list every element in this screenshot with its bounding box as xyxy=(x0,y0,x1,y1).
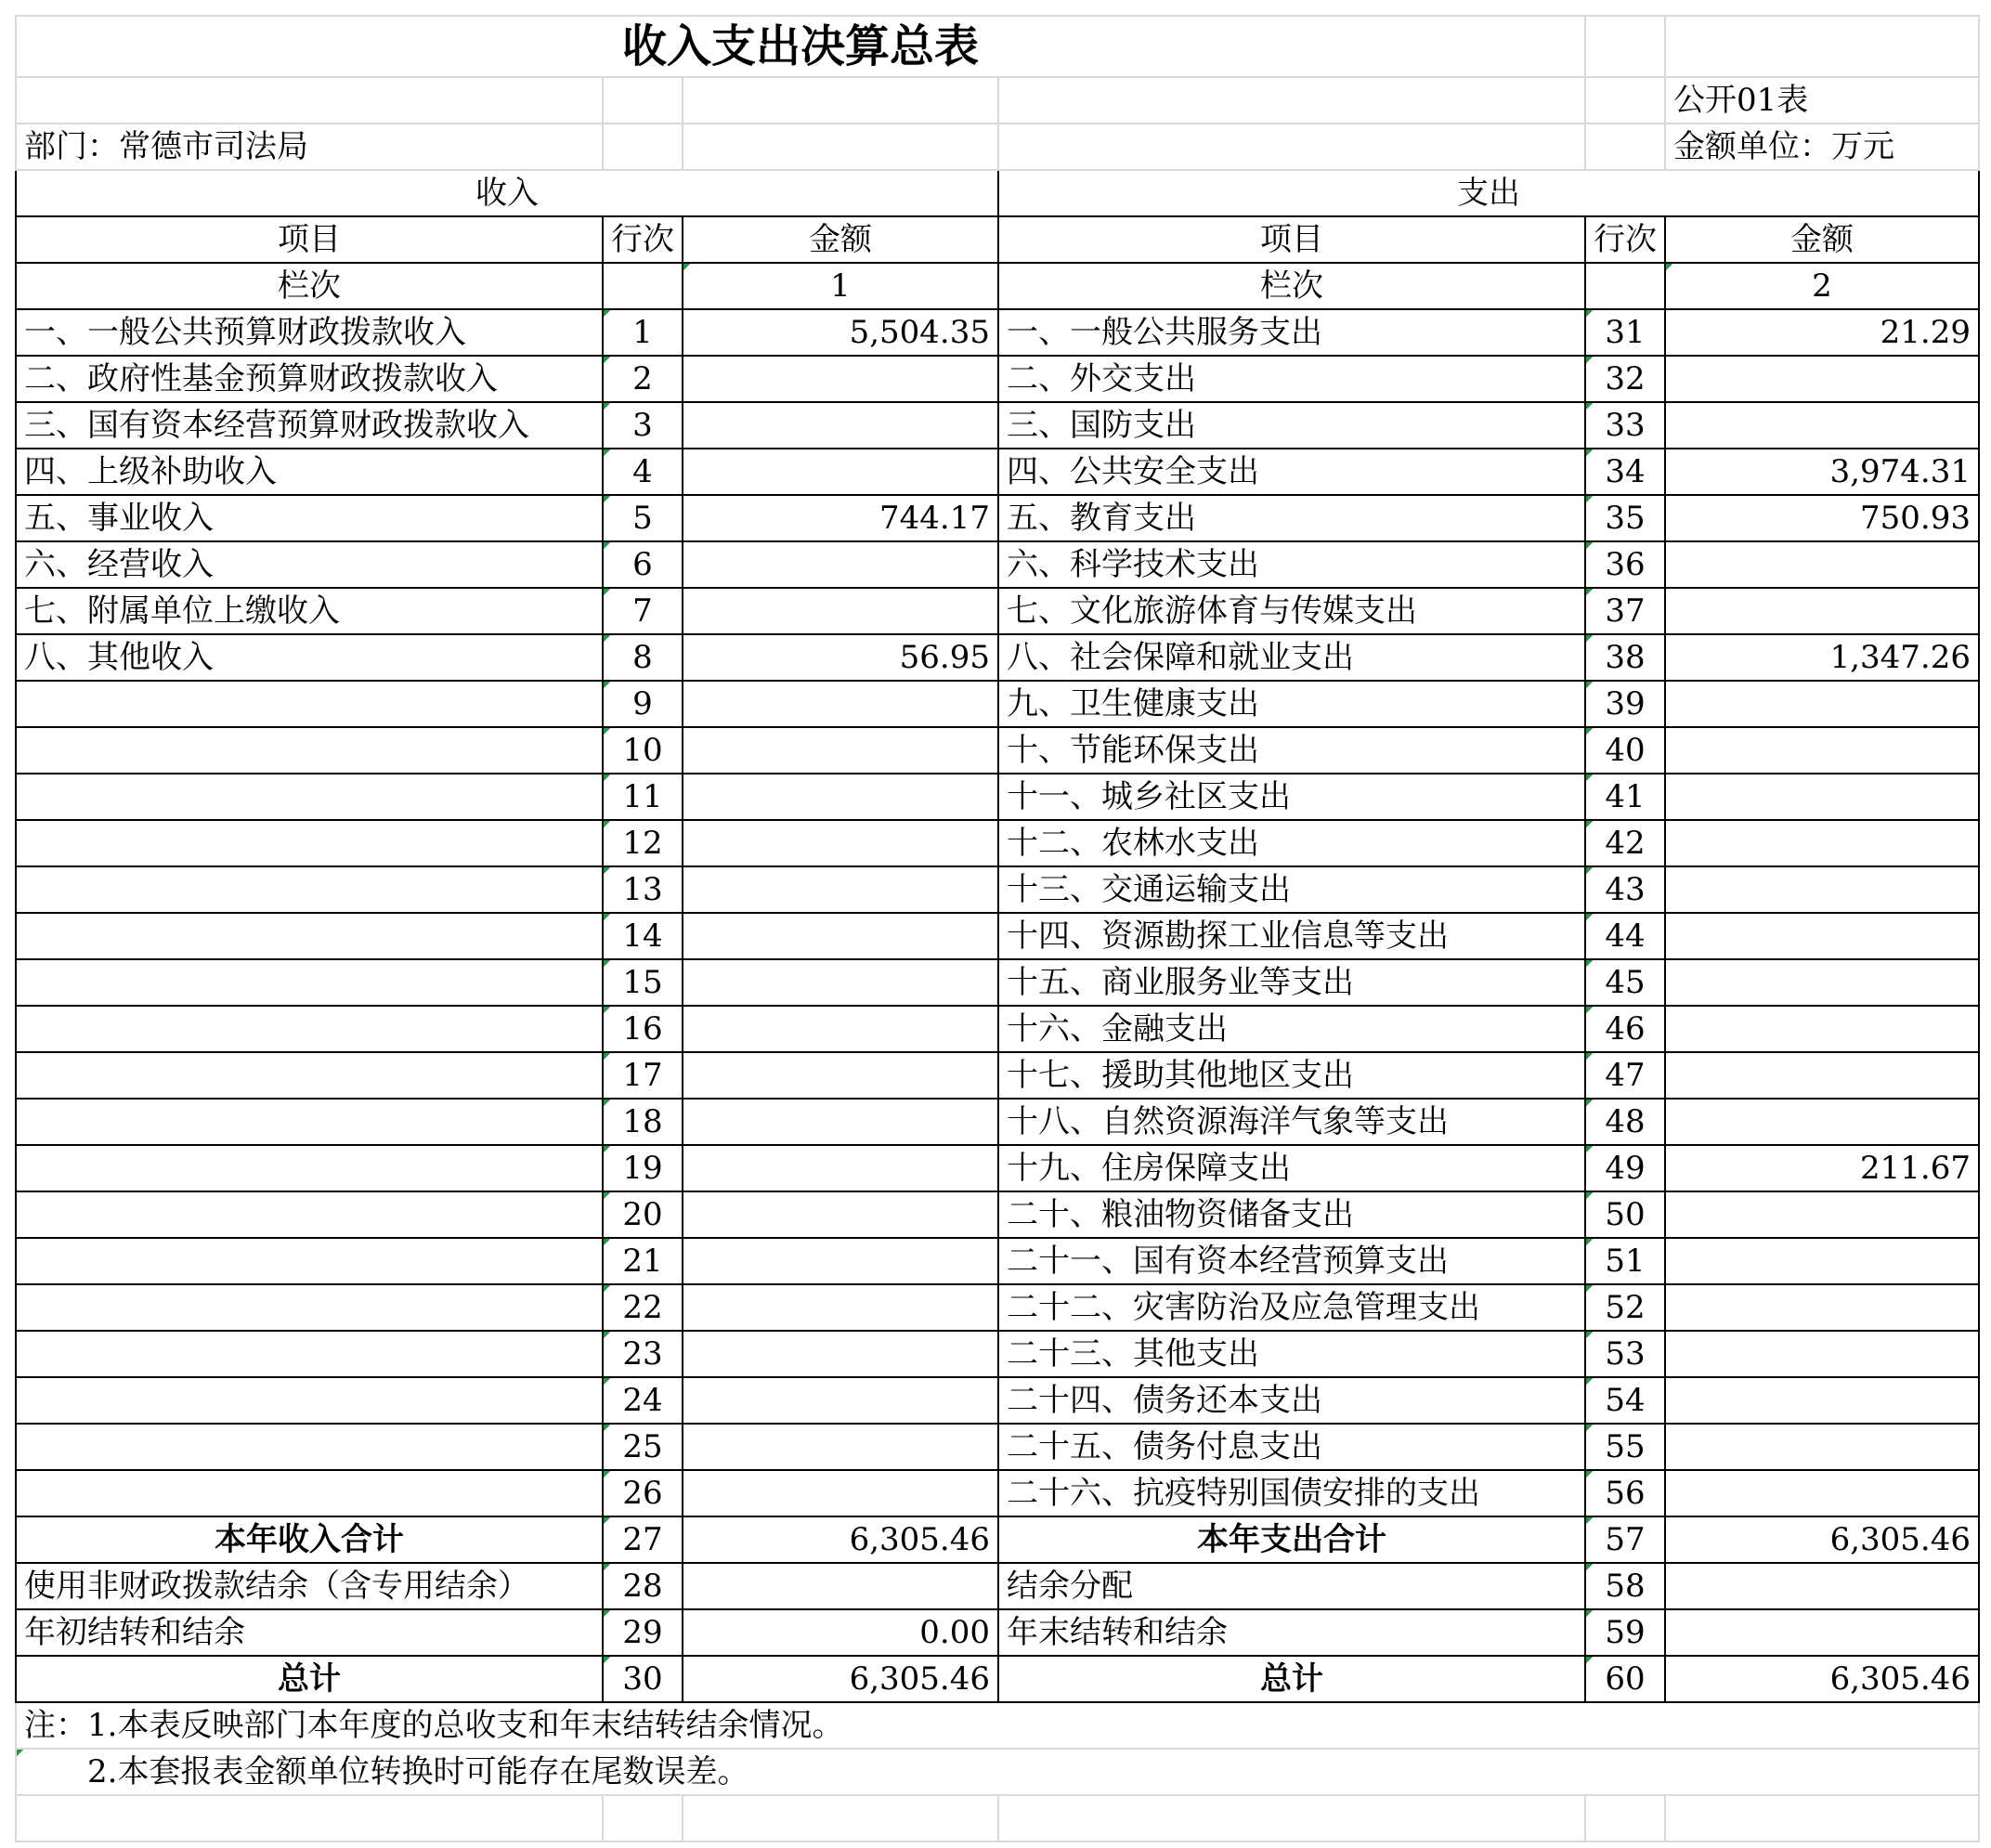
table-row xyxy=(16,495,1979,541)
expense-amount xyxy=(1665,1099,1979,1145)
income-amount: 6,305.46 xyxy=(683,1516,998,1563)
income-item-label xyxy=(16,1006,603,1052)
income-item-label: 六、经营收入 xyxy=(16,541,603,588)
income-row-number: 8 xyxy=(603,634,683,681)
expense-row-number: 46 xyxy=(1585,1006,1665,1052)
income-row-number: 26 xyxy=(603,1470,683,1516)
income-amount xyxy=(683,1424,998,1470)
expense-col-amount: 金额 xyxy=(1665,216,1979,263)
table-row xyxy=(16,1284,1979,1331)
income-item-label xyxy=(16,1238,603,1284)
expense-col-row: 行次 xyxy=(1585,216,1665,263)
income-amount xyxy=(683,959,998,1006)
expense-item-label: 十九、住房保障支出 xyxy=(998,1145,1585,1191)
expense-amount xyxy=(1665,1470,1979,1516)
income-row-number: 10 xyxy=(603,727,683,774)
expense-row-number: 41 xyxy=(1585,774,1665,820)
expense-amount xyxy=(1665,913,1979,959)
expense-amount: 211.67 xyxy=(1665,1145,1979,1191)
expense-total-label: 结余分配 xyxy=(998,1563,1585,1609)
expense-item-label: 二十三、其他支出 xyxy=(998,1331,1585,1377)
income-row-number: 24 xyxy=(603,1377,683,1424)
income-row-number: 28 xyxy=(603,1563,683,1609)
department-label: 部门：常德市司法局 xyxy=(16,124,603,170)
income-amount: 5,504.35 xyxy=(683,309,998,356)
expense-total-label: 年末结转和结余 xyxy=(998,1609,1585,1656)
income-row-number: 21 xyxy=(603,1238,683,1284)
table-row xyxy=(16,1099,1979,1145)
income-amount xyxy=(683,1284,998,1331)
page-title: 收入支出决算总表 xyxy=(16,16,1585,77)
income-item-label xyxy=(16,1099,603,1145)
expense-row-number: 36 xyxy=(1585,541,1665,588)
income-item-label xyxy=(16,1424,603,1470)
income-item-label xyxy=(16,1470,603,1516)
expense-row-number: 34 xyxy=(1585,449,1665,495)
income-row-number: 17 xyxy=(603,1052,683,1099)
income-row-number: 13 xyxy=(603,866,683,913)
table-row xyxy=(16,1006,1979,1052)
expense-amount xyxy=(1665,1331,1979,1377)
income-amount xyxy=(683,1563,998,1609)
income-item-label: 八、其他收入 xyxy=(16,634,603,681)
expense-amount xyxy=(1665,1284,1979,1331)
expense-seq-label: 栏次 xyxy=(998,263,1585,309)
expense-row-number: 48 xyxy=(1585,1099,1665,1145)
income-amount xyxy=(683,1099,998,1145)
income-row-number: 5 xyxy=(603,495,683,541)
expense-amount: 3,974.31 xyxy=(1665,449,1979,495)
income-amount xyxy=(683,1470,998,1516)
expense-item-label: 九、卫生健康支出 xyxy=(998,681,1585,727)
expense-amount xyxy=(1665,866,1979,913)
expense-row-number: 58 xyxy=(1585,1563,1665,1609)
expense-item-label: 四、公共安全支出 xyxy=(998,449,1585,495)
income-amount: 6,305.46 xyxy=(683,1656,998,1702)
expense-row-number: 31 xyxy=(1585,309,1665,356)
income-row-number: 2 xyxy=(603,356,683,402)
table-row xyxy=(16,681,1979,727)
income-row-number: 20 xyxy=(603,1191,683,1238)
table-row xyxy=(16,959,1979,1006)
income-item-label xyxy=(16,959,603,1006)
income-row-number: 18 xyxy=(603,1099,683,1145)
table-row xyxy=(16,402,1979,449)
income-col-amount: 金额 xyxy=(683,216,998,263)
income-amount: 56.95 xyxy=(683,634,998,681)
income-total-label: 年初结转和结余 xyxy=(16,1609,603,1656)
income-amount xyxy=(683,1006,998,1052)
income-item-label xyxy=(16,1377,603,1424)
expense-row-number: 60 xyxy=(1585,1656,1665,1702)
income-amount xyxy=(683,1377,998,1424)
income-row-number: 7 xyxy=(603,588,683,634)
form-number: 公开01表 xyxy=(1665,77,1979,124)
income-row-number: 30 xyxy=(603,1656,683,1702)
income-item-label: 四、上级补助收入 xyxy=(16,449,603,495)
expense-row-number: 33 xyxy=(1585,402,1665,449)
income-row-number: 1 xyxy=(603,309,683,356)
income-row-number: 19 xyxy=(603,1145,683,1191)
income-item-label: 三、国有资本经营预算财政拨款收入 xyxy=(16,402,603,449)
income-amount xyxy=(683,774,998,820)
table-row xyxy=(16,1191,1979,1238)
expense-item-label: 十七、援助其他地区支出 xyxy=(998,1052,1585,1099)
income-amount xyxy=(683,820,998,866)
income-row-number: 27 xyxy=(603,1516,683,1563)
expense-item-label: 二、外交支出 xyxy=(998,356,1585,402)
expense-amount xyxy=(1665,1424,1979,1470)
expense-row-number: 50 xyxy=(1585,1191,1665,1238)
income-header: 收入 xyxy=(16,170,998,216)
income-seq-value: 1 xyxy=(683,263,998,309)
table-row xyxy=(16,1052,1979,1099)
expense-item-label: 二十二、灾害防治及应急管理支出 xyxy=(998,1284,1585,1331)
expense-row-number: 38 xyxy=(1585,634,1665,681)
expense-total-label: 本年支出合计 xyxy=(998,1516,1585,1563)
unit-label: 金额单位：万元 xyxy=(1665,124,1979,170)
footnote: 注：1.本表反映部门本年度的总收支和年末结转结余情况。 xyxy=(16,1702,1979,1749)
expense-item-label: 十一、城乡社区支出 xyxy=(998,774,1585,820)
expense-amount xyxy=(1665,1006,1979,1052)
expense-amount xyxy=(1665,681,1979,727)
expense-item-label: 三、国防支出 xyxy=(998,402,1585,449)
income-item-label xyxy=(16,727,603,774)
income-amount: 744.17 xyxy=(683,495,998,541)
income-item-label xyxy=(16,913,603,959)
income-amount xyxy=(683,1238,998,1284)
income-amount xyxy=(683,727,998,774)
table-row xyxy=(16,866,1979,913)
expense-amount xyxy=(1665,402,1979,449)
income-row-number: 11 xyxy=(603,774,683,820)
income-amount xyxy=(683,1331,998,1377)
income-amount xyxy=(683,866,998,913)
income-item-label: 七、附属单位上缴收入 xyxy=(16,588,603,634)
expense-item-label: 二十一、国有资本经营预算支出 xyxy=(998,1238,1585,1284)
expense-amount xyxy=(1665,727,1979,774)
expense-amount: 21.29 xyxy=(1665,309,1979,356)
table-row xyxy=(16,1331,1979,1377)
expense-row-number: 53 xyxy=(1585,1331,1665,1377)
expense-row-number: 56 xyxy=(1585,1470,1665,1516)
expense-amount xyxy=(1665,588,1979,634)
income-total-label: 总计 xyxy=(16,1656,603,1702)
table-row xyxy=(16,634,1979,681)
income-item-label xyxy=(16,1331,603,1377)
total-row xyxy=(16,1516,1979,1563)
income-item-label xyxy=(16,866,603,913)
expense-row-number: 57 xyxy=(1585,1516,1665,1563)
expense-item-label: 十三、交通运输支出 xyxy=(998,866,1585,913)
income-item-label xyxy=(16,820,603,866)
expense-item-label: 二十四、债务还本支出 xyxy=(998,1377,1585,1424)
income-amount xyxy=(683,588,998,634)
expense-item-label: 八、社会保障和就业支出 xyxy=(998,634,1585,681)
expense-row-number: 42 xyxy=(1585,820,1665,866)
expense-col-item: 项目 xyxy=(998,216,1585,263)
expense-row-number: 44 xyxy=(1585,913,1665,959)
table-row xyxy=(16,1470,1979,1516)
expense-item-label: 十六、金融支出 xyxy=(998,1006,1585,1052)
income-amount xyxy=(683,541,998,588)
expense-item-label: 二十五、债务付息支出 xyxy=(998,1424,1585,1470)
expense-item-label: 十二、农林水支出 xyxy=(998,820,1585,866)
income-amount xyxy=(683,1052,998,1099)
expense-amount xyxy=(1665,1052,1979,1099)
expense-amount: 750.93 xyxy=(1665,495,1979,541)
income-item-label: 五、事业收入 xyxy=(16,495,603,541)
expense-seq-value: 2 xyxy=(1665,263,1979,309)
table-row xyxy=(16,449,1979,495)
spreadsheet xyxy=(15,15,1980,1842)
total-row xyxy=(16,1656,1979,1702)
expense-amount xyxy=(1665,820,1979,866)
table-row xyxy=(16,727,1979,774)
income-row-number: 25 xyxy=(603,1424,683,1470)
table-row xyxy=(16,774,1979,820)
income-item-label xyxy=(16,1052,603,1099)
expense-amount xyxy=(1665,541,1979,588)
expense-row-number: 39 xyxy=(1585,681,1665,727)
expense-row-number: 35 xyxy=(1585,495,1665,541)
expense-row-number: 51 xyxy=(1585,1238,1665,1284)
income-row-number: 16 xyxy=(603,1006,683,1052)
expense-row-number: 59 xyxy=(1585,1609,1665,1656)
income-item-label xyxy=(16,1284,603,1331)
expense-amount: 6,305.46 xyxy=(1665,1656,1979,1702)
expense-item-label: 十四、资源勘探工业信息等支出 xyxy=(998,913,1585,959)
expense-row-number: 32 xyxy=(1585,356,1665,402)
income-total-label: 使用非财政拨款结余（含专用结余） xyxy=(16,1563,603,1609)
table-row xyxy=(16,1377,1979,1424)
income-row-number: 12 xyxy=(603,820,683,866)
expense-amount: 1,347.26 xyxy=(1665,634,1979,681)
expense-row-number: 45 xyxy=(1585,959,1665,1006)
expense-item-label: 二十、粮油物资储备支出 xyxy=(998,1191,1585,1238)
income-amount: 0.00 xyxy=(683,1609,998,1656)
income-item-label xyxy=(16,681,603,727)
income-item-label: 二、政府性基金预算财政拨款收入 xyxy=(16,356,603,402)
expense-row-number: 52 xyxy=(1585,1284,1665,1331)
expense-amount xyxy=(1665,1609,1979,1656)
income-row-number: 3 xyxy=(603,402,683,449)
income-seq-label: 栏次 xyxy=(16,263,603,309)
income-amount xyxy=(683,356,998,402)
income-total-label: 本年收入合计 xyxy=(16,1516,603,1563)
income-col-item: 项目 xyxy=(16,216,603,263)
table-row xyxy=(16,309,1979,356)
table-row xyxy=(16,356,1979,402)
expense-item-label: 五、教育支出 xyxy=(998,495,1585,541)
expense-item-label: 十八、自然资源海洋气象等支出 xyxy=(998,1099,1585,1145)
expense-amount: 6,305.46 xyxy=(1665,1516,1979,1563)
expense-row-number: 54 xyxy=(1585,1377,1665,1424)
income-amount xyxy=(683,681,998,727)
income-amount xyxy=(683,913,998,959)
expense-row-number: 37 xyxy=(1585,588,1665,634)
income-row-number: 14 xyxy=(603,913,683,959)
income-item-label xyxy=(16,774,603,820)
expense-row-number: 55 xyxy=(1585,1424,1665,1470)
expense-amount xyxy=(1665,774,1979,820)
income-amount xyxy=(683,1191,998,1238)
income-row-number: 4 xyxy=(603,449,683,495)
expense-amount xyxy=(1665,959,1979,1006)
expense-header: 支出 xyxy=(998,170,1979,216)
footnote: 2.本套报表金额单位转换时可能存在尾数误差。 xyxy=(16,1749,1979,1795)
table-row xyxy=(16,588,1979,634)
table-row xyxy=(16,1145,1979,1191)
income-row-number: 22 xyxy=(603,1284,683,1331)
income-row-number: 23 xyxy=(603,1331,683,1377)
expense-amount xyxy=(1665,1191,1979,1238)
income-item-label xyxy=(16,1145,603,1191)
income-expense-table xyxy=(15,15,1980,1842)
income-row-number: 6 xyxy=(603,541,683,588)
expense-amount xyxy=(1665,356,1979,402)
expense-amount xyxy=(1665,1563,1979,1609)
income-row-number: 29 xyxy=(603,1609,683,1656)
income-row-number: 9 xyxy=(603,681,683,727)
expense-item-label: 六、科学技术支出 xyxy=(998,541,1585,588)
table-row xyxy=(16,1424,1979,1470)
income-amount xyxy=(683,449,998,495)
income-item-label xyxy=(16,1191,603,1238)
income-item-label: 一、一般公共预算财政拨款收入 xyxy=(16,309,603,356)
expense-item-label: 二十六、抗疫特别国债安排的支出 xyxy=(998,1470,1585,1516)
income-col-row: 行次 xyxy=(603,216,683,263)
expense-row-number: 47 xyxy=(1585,1052,1665,1099)
expense-total-label: 总计 xyxy=(998,1656,1585,1702)
expense-item-label: 十、节能环保支出 xyxy=(998,727,1585,774)
income-amount xyxy=(683,1145,998,1191)
expense-amount xyxy=(1665,1238,1979,1284)
expense-item-label: 十五、商业服务业等支出 xyxy=(998,959,1585,1006)
income-row-number: 15 xyxy=(603,959,683,1006)
expense-row-number: 49 xyxy=(1585,1145,1665,1191)
table-row xyxy=(16,820,1979,866)
expense-amount xyxy=(1665,1377,1979,1424)
income-amount xyxy=(683,402,998,449)
expense-row-number: 43 xyxy=(1585,866,1665,913)
total-row xyxy=(16,1609,1979,1656)
table-row xyxy=(16,541,1979,588)
table-row xyxy=(16,913,1979,959)
expense-item-label: 一、一般公共服务支出 xyxy=(998,309,1585,356)
total-row xyxy=(16,1563,1979,1609)
table-row xyxy=(16,1238,1979,1284)
expense-item-label: 七、文化旅游体育与传媒支出 xyxy=(998,588,1585,634)
expense-row-number: 40 xyxy=(1585,727,1665,774)
